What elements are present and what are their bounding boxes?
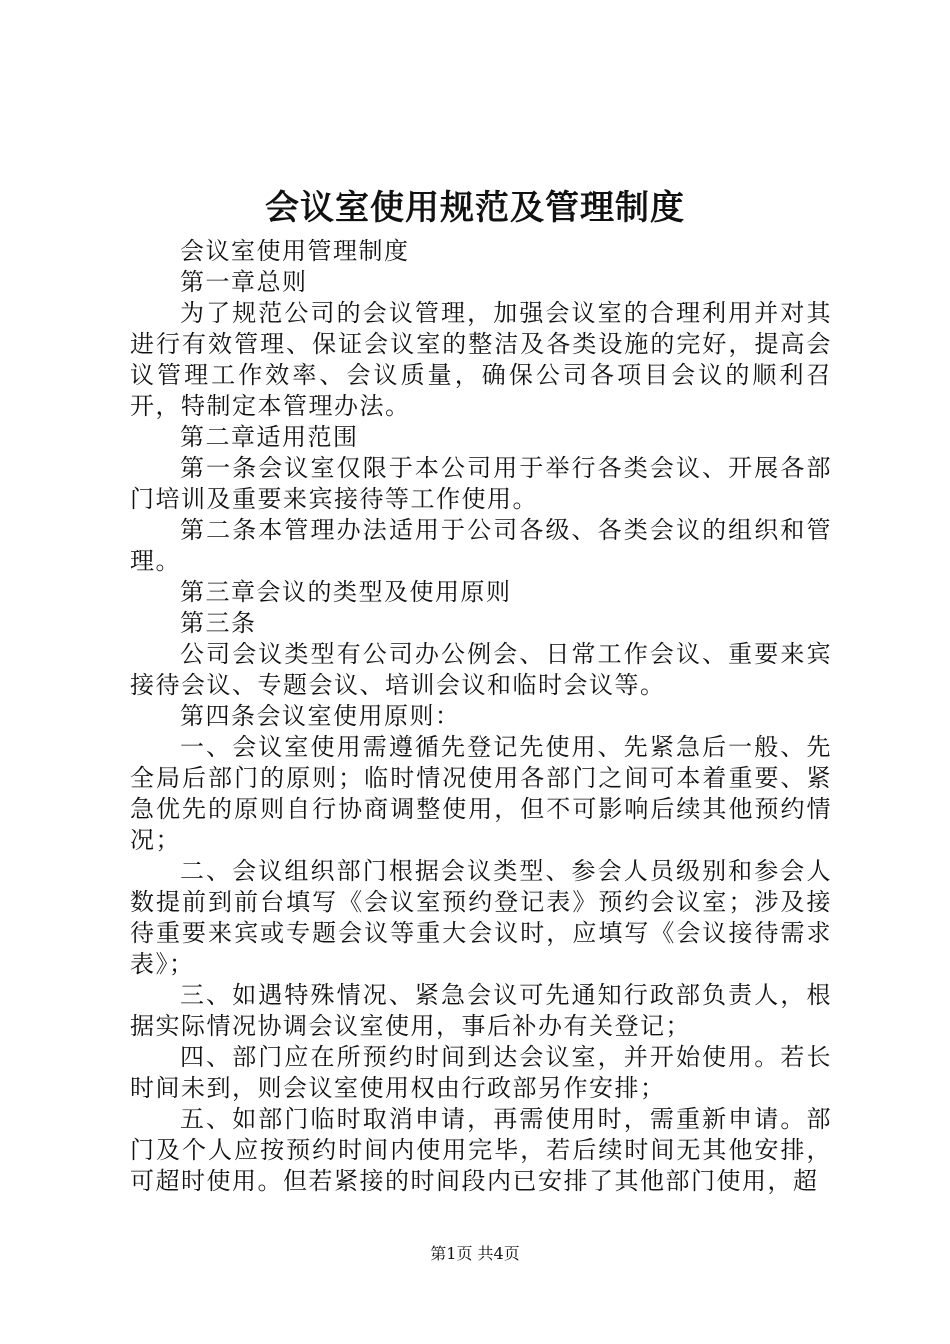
article-heading: 第四条会议室使用原则： — [180, 702, 461, 730]
document-body — [130, 236, 832, 1197]
chapter-heading: 第二章适用范围 — [180, 423, 359, 451]
list-item: 二、会议组织部门根据会议类型、参会人员级别和参会人数提前到前台填写《会议室预约登记表》预约会议室；涉及接待重要来宾或专题会议等重大会议时，应填写《会议接待需求表》； — [130, 857, 832, 978]
document-title: 会议室使用规范及管理制度 — [265, 188, 685, 228]
list-item: 五、如部门临时取消申请，再需使用时，需重新申请。部门及个人应按预约时间内使用完毕，若后续时间无其他安排，可超时使用。但若紧接的时间段内已安排了其他部门使用，超 — [130, 1105, 832, 1195]
paragraph: 会议室使用管理制度 — [180, 237, 410, 265]
paragraph: 第二条本管理办法适用于公司各级、各类会议的组织和管理。 — [130, 516, 832, 575]
list-item: 一、会议室使用需遵循先登记先使用、先紧急后一般、先全局后部门的原则；临时情况使用各部门之间可本着重要、紧急优先的原则自行协商调整使用，但不可影响后续其他预约情况； — [130, 733, 832, 854]
paragraph: 第一条会议室仅限于本公司用于举行各类会议、开展各部门培训及重要来宾接待等工作使用。 — [130, 454, 832, 513]
list-item: 四、部门应在所预约时间到达会议室，并开始使用。若长时间未到，则会议室使用权由行政部另作安排； — [130, 1043, 832, 1102]
page-footer: 第1页 共4页 — [430, 1244, 520, 1263]
article-heading: 第三条 — [180, 609, 257, 637]
paragraph: 为了规范公司的会议管理，加强会议室的合理利用并对其进行有效管理、保证会议室的整洁及各类设施的完好，提高会议管理工作效率、会议质量，确保公司各项目会议的顺利召开，特制定本管理办法。 — [130, 299, 832, 420]
paragraph: 公司会议类型有公司办公例会、日常工作会议、重要来宾接待会议、专题会议、培训会议和临时会议等。 — [130, 640, 832, 699]
chapter-heading: 第三章会议的类型及使用原则 — [180, 578, 512, 606]
chapter-heading: 第一章总则 — [180, 268, 308, 296]
list-item: 三、如遇特殊情况、紧急会议可先通知行政部负责人，根据实际情况协调会议室使用，事后补办有关登记； — [130, 981, 832, 1040]
